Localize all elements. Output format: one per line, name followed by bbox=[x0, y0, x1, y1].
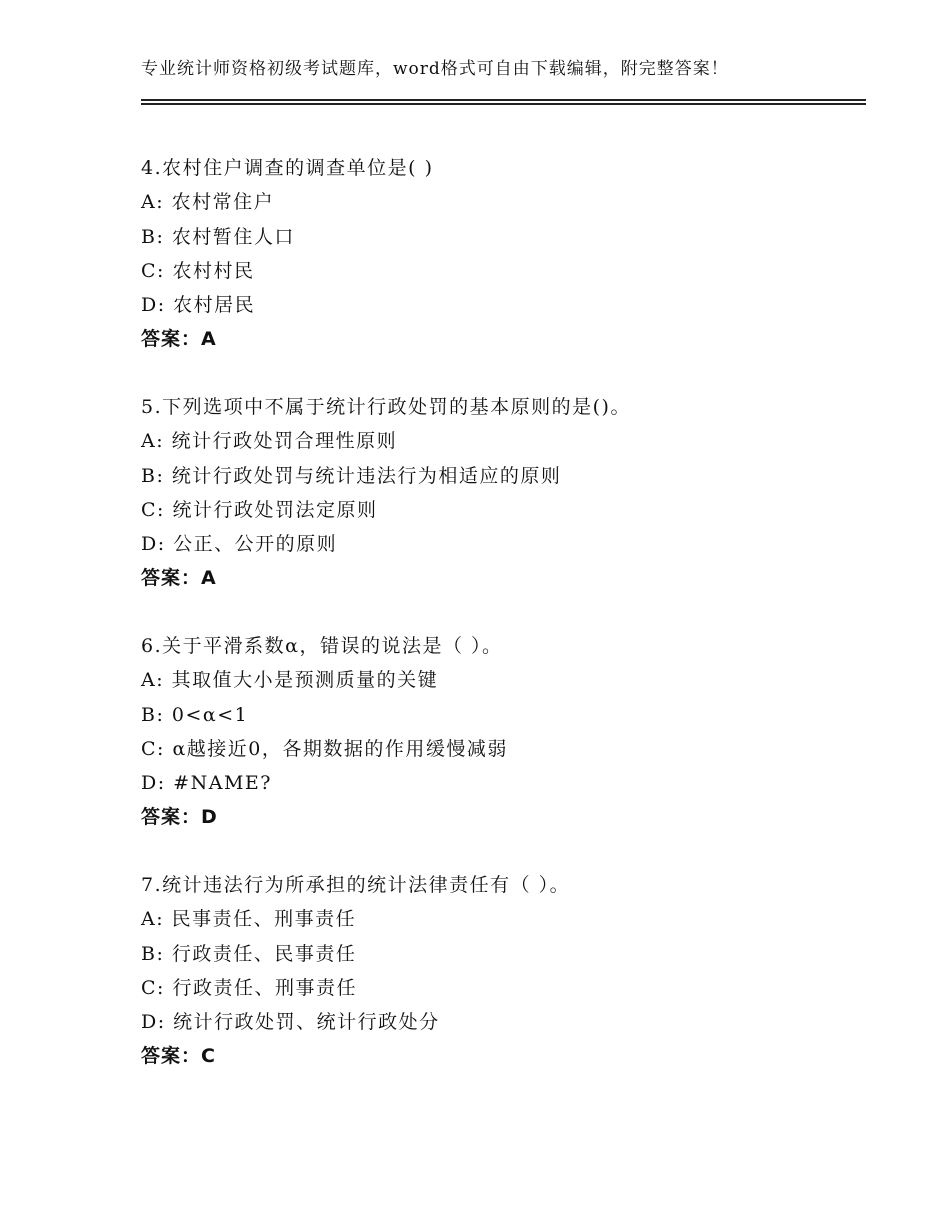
option-d: D: 公正、公开的原则 bbox=[141, 533, 338, 556]
option-b: B: 统计行政处罚与统计违法行为相适应的原则 bbox=[141, 464, 562, 487]
option-a: A: 民事责任、刑事责任 bbox=[141, 908, 357, 931]
header-divider-top bbox=[141, 99, 866, 101]
option-b: B: 0<α<1 bbox=[141, 703, 249, 726]
answer-line: 答案：C bbox=[141, 1045, 216, 1068]
question-block bbox=[141, 151, 861, 357]
answer-line: 答案：A bbox=[141, 567, 217, 590]
option-c: C: 行政责任、刑事责任 bbox=[141, 976, 357, 999]
option-c: C: 统计行政处罚法定原则 bbox=[141, 498, 378, 521]
option-b: B: 农村暂住人口 bbox=[141, 225, 295, 248]
question-stem: 7.统计违法行为所承担的统计法律责任有（ ）。 bbox=[141, 874, 571, 896]
question-block bbox=[141, 390, 861, 596]
option-a: A: 统计行政处罚合理性原则 bbox=[141, 430, 398, 453]
question-block bbox=[141, 868, 861, 1074]
option-b: B: 行政责任、民事责任 bbox=[141, 942, 357, 965]
header-divider-bottom bbox=[141, 103, 866, 105]
question-stem: 4.农村住户调查的调查单位是( ) bbox=[141, 157, 434, 179]
answer-line: 答案：D bbox=[141, 806, 218, 829]
question-stem: 6.关于平滑系数α，错误的说法是（ ）。 bbox=[141, 635, 503, 657]
option-d: D: 农村居民 bbox=[141, 294, 256, 317]
option-d: D: 统计行政处罚、统计行政处分 bbox=[141, 1011, 440, 1034]
option-a: A: 其取值大小是预测质量的关键 bbox=[141, 669, 439, 692]
option-d: D: #NAME? bbox=[141, 772, 272, 795]
question-block bbox=[141, 629, 861, 835]
option-c: C: 农村村民 bbox=[141, 259, 255, 282]
question-stem: 5.下列选项中不属于统计行政处罚的基本原则的是()。 bbox=[141, 396, 631, 418]
answer-line: 答案：A bbox=[141, 328, 217, 351]
page-header: 专业统计师资格初级考试题库，word格式可自由下载编辑，附完整答案！ bbox=[141, 59, 729, 79]
option-c: C: α越接近0，各期数据的作用缓慢减弱 bbox=[141, 737, 508, 760]
option-a: A: 农村常住户 bbox=[141, 191, 275, 214]
